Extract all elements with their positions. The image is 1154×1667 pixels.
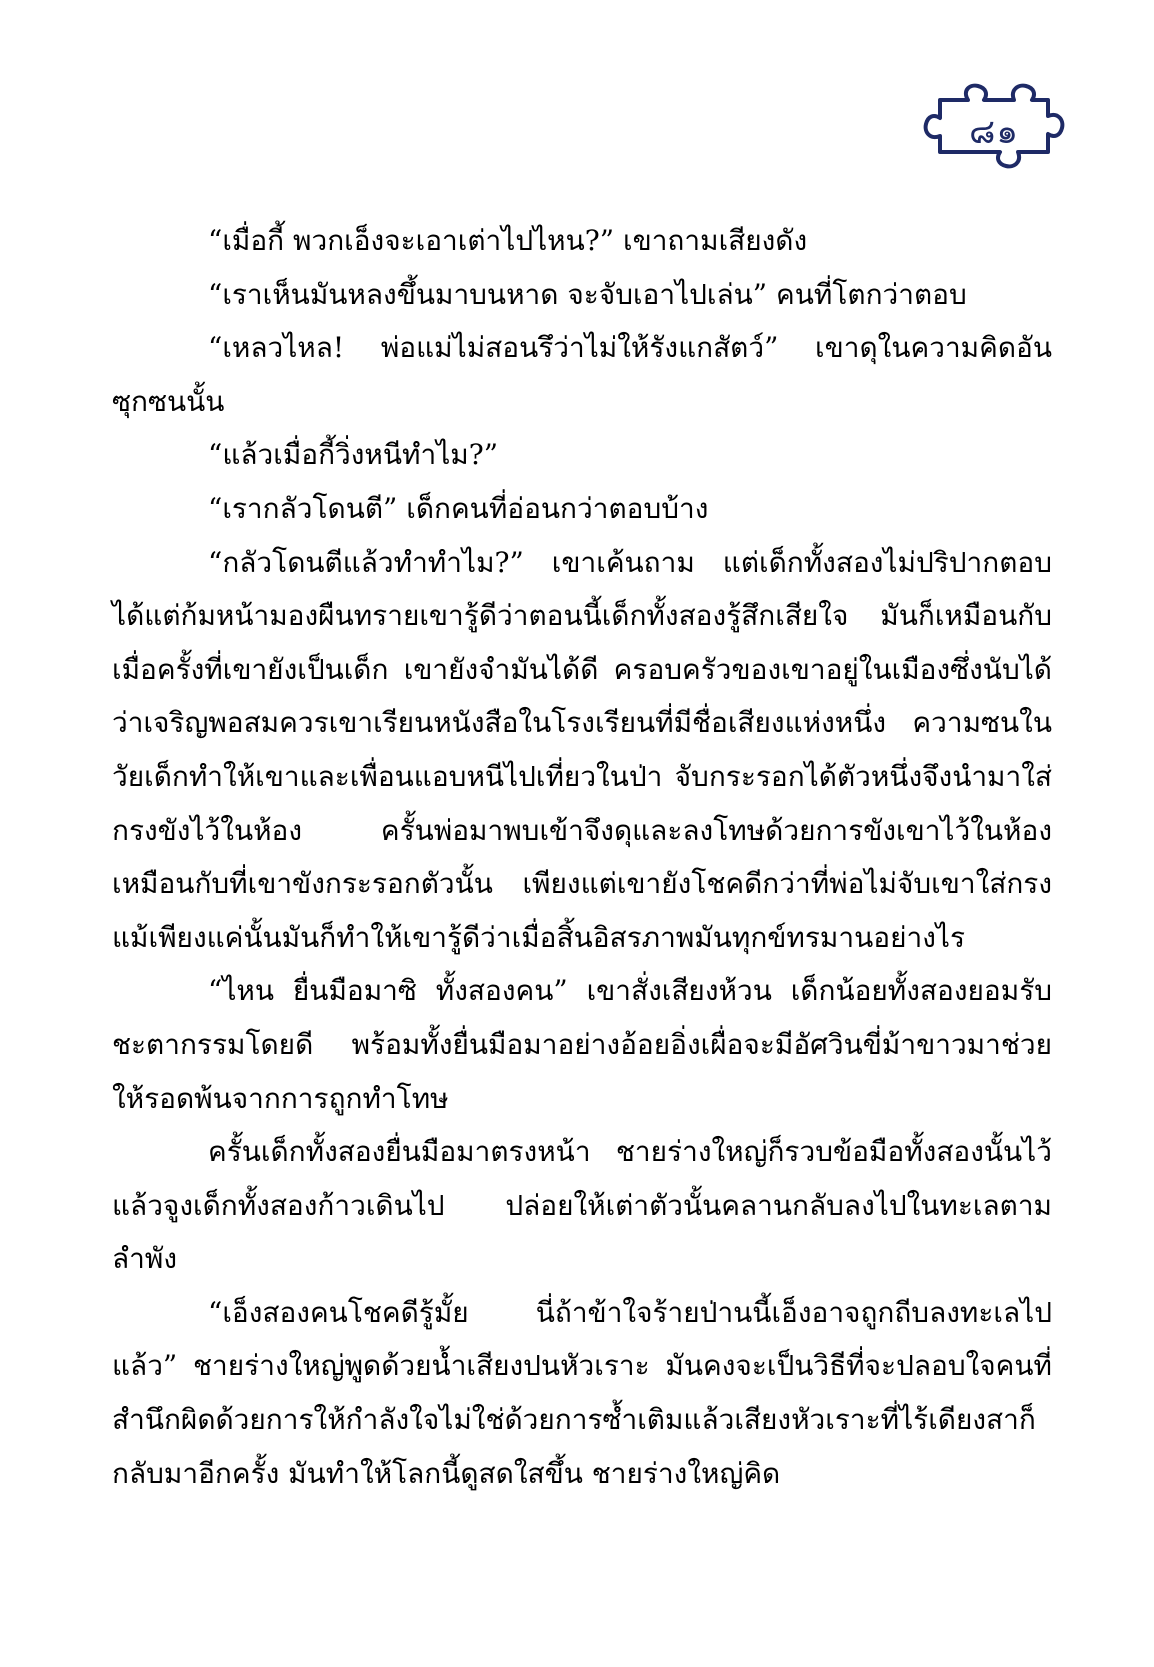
puzzle-piece-page-badge	[922, 82, 1066, 170]
paragraph: “แล้วเมื่อกี้วิ่งหนีทำไม?”	[208, 438, 499, 472]
paragraph: “เอ็งสองคนโชคดีรู้มั้ย นี่ถ้าข้าใจร้ายป่านนี้เอ็งอาจถูกถีบลงทะเลไปแล้ว” ชายร่างใหญ่พูดด้วยน้ำเสียงปนหัวเราะ มันคงจะเป็นวิธีที่จะปลอบใจคนที่สำนึกผิดด้วยการให้กำลังใจไม่ใช่ด้วยการซ้ำเติมแล้วเสียงหัวเราะที่ไร้เดียงสาก็กลับมาอีกครั้ง มันทำให้โลกนี้ดูสดใสขึ้น ชายร่างใหญ่คิด	[112, 1295, 1052, 1490]
body-text	[112, 214, 1052, 1500]
paragraph: “ไหน ยื่นมือมาซิ ทั้งสองคน” เขาสั่งเสียงห้วน เด็กน้อยทั้งสองยอมรับชะตากรรมโดยดี พร้อมทั้งยื่นมือมาอย่างอ้อยอิ่งเผื่อจะมีอัศวินขี่ม้าขาวมาช่วยให้รอดพ้นจากการถูกทำโทษ	[112, 974, 1052, 1115]
paragraph: “เหลวไหล! พ่อแม่ไม่สอนรึว่าไม่ให้รังแกสัตว์” เขาดุในความคิดอันซุกซนนั้น	[112, 331, 1052, 418]
paragraph: ครั้นเด็กทั้งสองยื่นมือมาตรงหน้า ชายร่างใหญ่ก็รวบข้อมือทั้งสองนั้นไว้ แล้วจูงเด็กทั้งสองก้าวเดินไป ปล่อยให้เต่าตัวนั้นคลานกลับลงไปในทะเลตามลำพัง	[112, 1135, 1052, 1276]
paragraph: “เรากลัวโดนตี” เด็กคนที่อ่อนกว่าตอบบ้าง	[208, 491, 709, 525]
paragraph: “เราเห็นมันหลงขึ้นมาบนหาด จะจับเอาไปเล่น” คนที่โตกว่าตอบ	[208, 277, 967, 311]
paragraph: “กลัวโดนตีแล้วทำทำไม?” เขาเค้นถาม แต่เด็กทั้งสองไม่ปริปากตอบ ได้แต่ก้มหน้ามองผืนทรายเขารู้ดีว่าตอนนี้เด็กทั้งสองรู้สึกเสียใจ มันก็เหมือนกับเมื่อครั้งที่เขายังเป็นเด็ก เขายังจำมันได้ดี ครอบครัวของเขาอยู่ในเมืองซึ่งนับได้ว่าเจริญพอสมควรเขาเรียนหนังสือในโรงเรียนที่มีชื่อเสียงแห่งหนึ่ง ความซนในวัยเด็กทำให้เขาและเพื่อนแอบหนีไปเที่ยวในป่า จับกระรอกได้ตัวหนึ่งจึงนำมาใส่กรงขังไว้ในห้อง ครั้นพ่อมาพบเข้าจึงดุและลงโทษด้วยการขังเขาไว้ในห้องเหมือนกับที่เขาขังกระรอกตัวนั้น เพียงแต่เขายังโชคดีกว่าที่พ่อไม่จับเขาใส่กรง แม้เพียงแค่นั้นมันก็ทำให้เขารู้ดีว่าเมื่อสิ้นอิสรภาพมันทุกข์ทรมานอย่างไร	[112, 545, 1052, 954]
paragraph: “เมื่อกี้ พวกเอ็งจะเอาเต่าไปไหน?” เขาถามเสียงดัง	[208, 224, 808, 257]
page-number: ๘๑	[969, 112, 1019, 152]
